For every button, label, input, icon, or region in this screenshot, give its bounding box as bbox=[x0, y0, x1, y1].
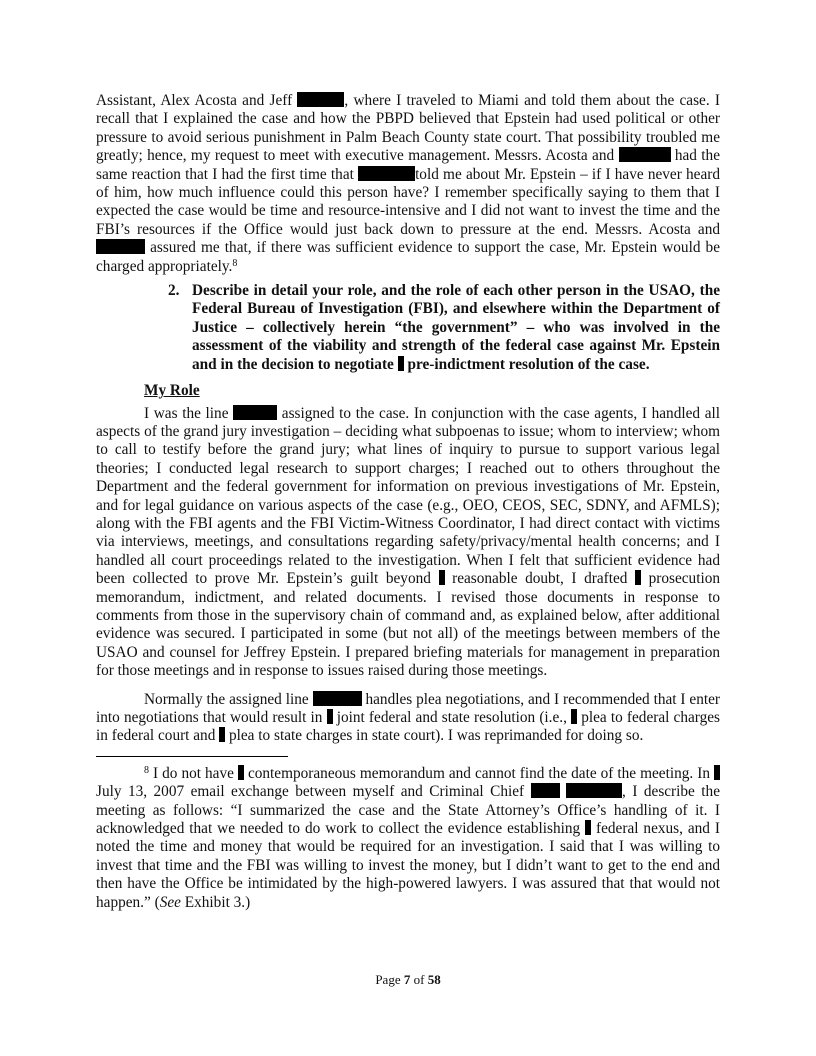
document-page bbox=[96, 92, 720, 912]
text-run: pre-indictment resolution of the case. bbox=[403, 355, 650, 373]
redaction-bar bbox=[566, 783, 622, 798]
redaction-bar bbox=[313, 691, 362, 706]
text-run: had the same reaction that I had the first time that bbox=[96, 147, 720, 183]
text-run: contemporaneous memorandum and cannot find the date of the meeting. In bbox=[243, 764, 715, 782]
section-heading-my-role: My Role bbox=[144, 382, 200, 400]
text-run: Assistant, Alex Acosta and Jeff bbox=[96, 92, 298, 109]
text-run: , I describe the meeting as follows: “I summarized the case and the State Attorney’s Office’s handling of it. I acknowledged that we needed to do work to collect the evidence establishing bbox=[96, 783, 720, 838]
question-2 bbox=[144, 282, 720, 374]
page-footer bbox=[0, 972, 816, 988]
redaction-bar bbox=[96, 239, 145, 254]
footer-of: of bbox=[410, 972, 428, 987]
text-run: , where I traveled to Miami and told them about the case. I recall that I explained the case and how the PBPD believed that Epstein had used political or other pressure to avoid serious punishment in Palm Beach County state court. That possibility troubled me greatly; hence, my request to meet with executive management. Messrs. Acosta and bbox=[96, 92, 720, 165]
page-number: 7 bbox=[403, 972, 411, 987]
text-run: joint federal and state resolution (i.e., bbox=[332, 709, 572, 726]
text-run: handles plea negotiations, and I recommended that I enter into negotiations that would result in bbox=[96, 690, 720, 726]
text-run: plea to federal charges in federal court and bbox=[96, 709, 720, 745]
page-total: 58 bbox=[427, 972, 441, 987]
text-run: I was the line bbox=[144, 404, 234, 422]
text-run: prosecution memorandum, indictment, and related documents. I revised those documents in response to comments from those in the supervisory chain of command and, as explained below, after additional evidence was secured. I participated in some (but not all) of the meetings between members of the USAO and counsel for Jeffrey Epstein. I prepared briefing materials for management in preparation for those meetings and in response to issues raised during those meetings. bbox=[96, 570, 720, 680]
text-run: told me about Mr. Epstein – if I have never heard of him, how much influence could this person have? I remember specifically saying to them that I expected the case would be time and resource-intensive and I did not want to invest the time and the FBI’s resources if the Office would just back down to pressure at the end. Messrs. Acosta and bbox=[96, 165, 720, 238]
redaction-bar bbox=[531, 783, 560, 798]
footnote-8 bbox=[96, 765, 720, 912]
my-role-paragraph-2 bbox=[96, 691, 720, 746]
footnote-reference: 8 bbox=[232, 257, 238, 269]
redaction-bar bbox=[233, 405, 277, 420]
footnote-separator bbox=[96, 756, 288, 757]
text-run: plea to state charges in state court). I was reprimanded for doing so. bbox=[225, 727, 644, 745]
text-run: Describe in detail your role, and the role of each other person in the USAO, the Federal Bureau of Investigation (FBI), and elsewhere within the Department of Justice – collectively herein “the government” – who was involved in the assessment of the viability and strength of the federal case against Mr. Epstein and in the decision to negotiate bbox=[192, 282, 720, 373]
my-role-paragraph-1 bbox=[96, 405, 720, 681]
text-run: I do not have bbox=[149, 764, 238, 782]
redaction-bar bbox=[297, 92, 344, 107]
text-run: July 13, 2007 email exchange between myself and Criminal Chief bbox=[96, 783, 531, 801]
text-run: Normally the assigned line bbox=[144, 690, 313, 708]
text-run: assigned to the case. In conjunction with the case agents, I handled all aspects of the grand jury investigation – deciding what subpoenas to issue; whom to interview; whom to call to testify before the grand jury; what lines of inquiry to pursue to support various legal theories; I conducted legal research to support charges; I reached out to others throughout the Department and the federal government for information on previous investigations of Mr. Epstein, and for legal guidance on various aspects of the case (e.g., OEO, CEOS, SEC, SDNY, and AFMLS); along with the FBI agents and the FBI Victim-Witness Coordinator, I had direct contact with victims via interviews, meetings, and consultations regarding safety/privacy/mental health concerns; and I handled all court proceedings related to the investigation. When I felt that sufficient evidence had been collected to prove Mr. Epstein’s guilt beyond bbox=[96, 404, 720, 588]
intro-paragraph bbox=[96, 92, 720, 276]
redaction-bar bbox=[619, 147, 671, 162]
footnote-text bbox=[96, 765, 720, 912]
footnote-number: 8 bbox=[144, 764, 149, 776]
question-number: 2. bbox=[168, 282, 180, 300]
text-run: federal nexus, and I noted the time and money that would be required for an investigation. I said that I was willing to invest that time and the FBI was willing to invest the money, but I didn’t want to get to the end and then have the Office be intimidated by the high-powered lawyers. I was assured that that would not happen.” ( bbox=[96, 820, 720, 911]
text-run: Exhibit 3.) bbox=[180, 893, 251, 911]
redaction-bar bbox=[358, 166, 415, 181]
redaction-bar bbox=[714, 765, 720, 780]
text-run: assured me that, if there was sufficient evidence to support the case, Mr. Epstein would be charged appropriately. bbox=[96, 239, 720, 275]
see-citation: See bbox=[159, 893, 181, 911]
text-run: reasonable doubt, I drafted bbox=[444, 570, 636, 588]
footer-prefix: Page bbox=[375, 972, 404, 987]
